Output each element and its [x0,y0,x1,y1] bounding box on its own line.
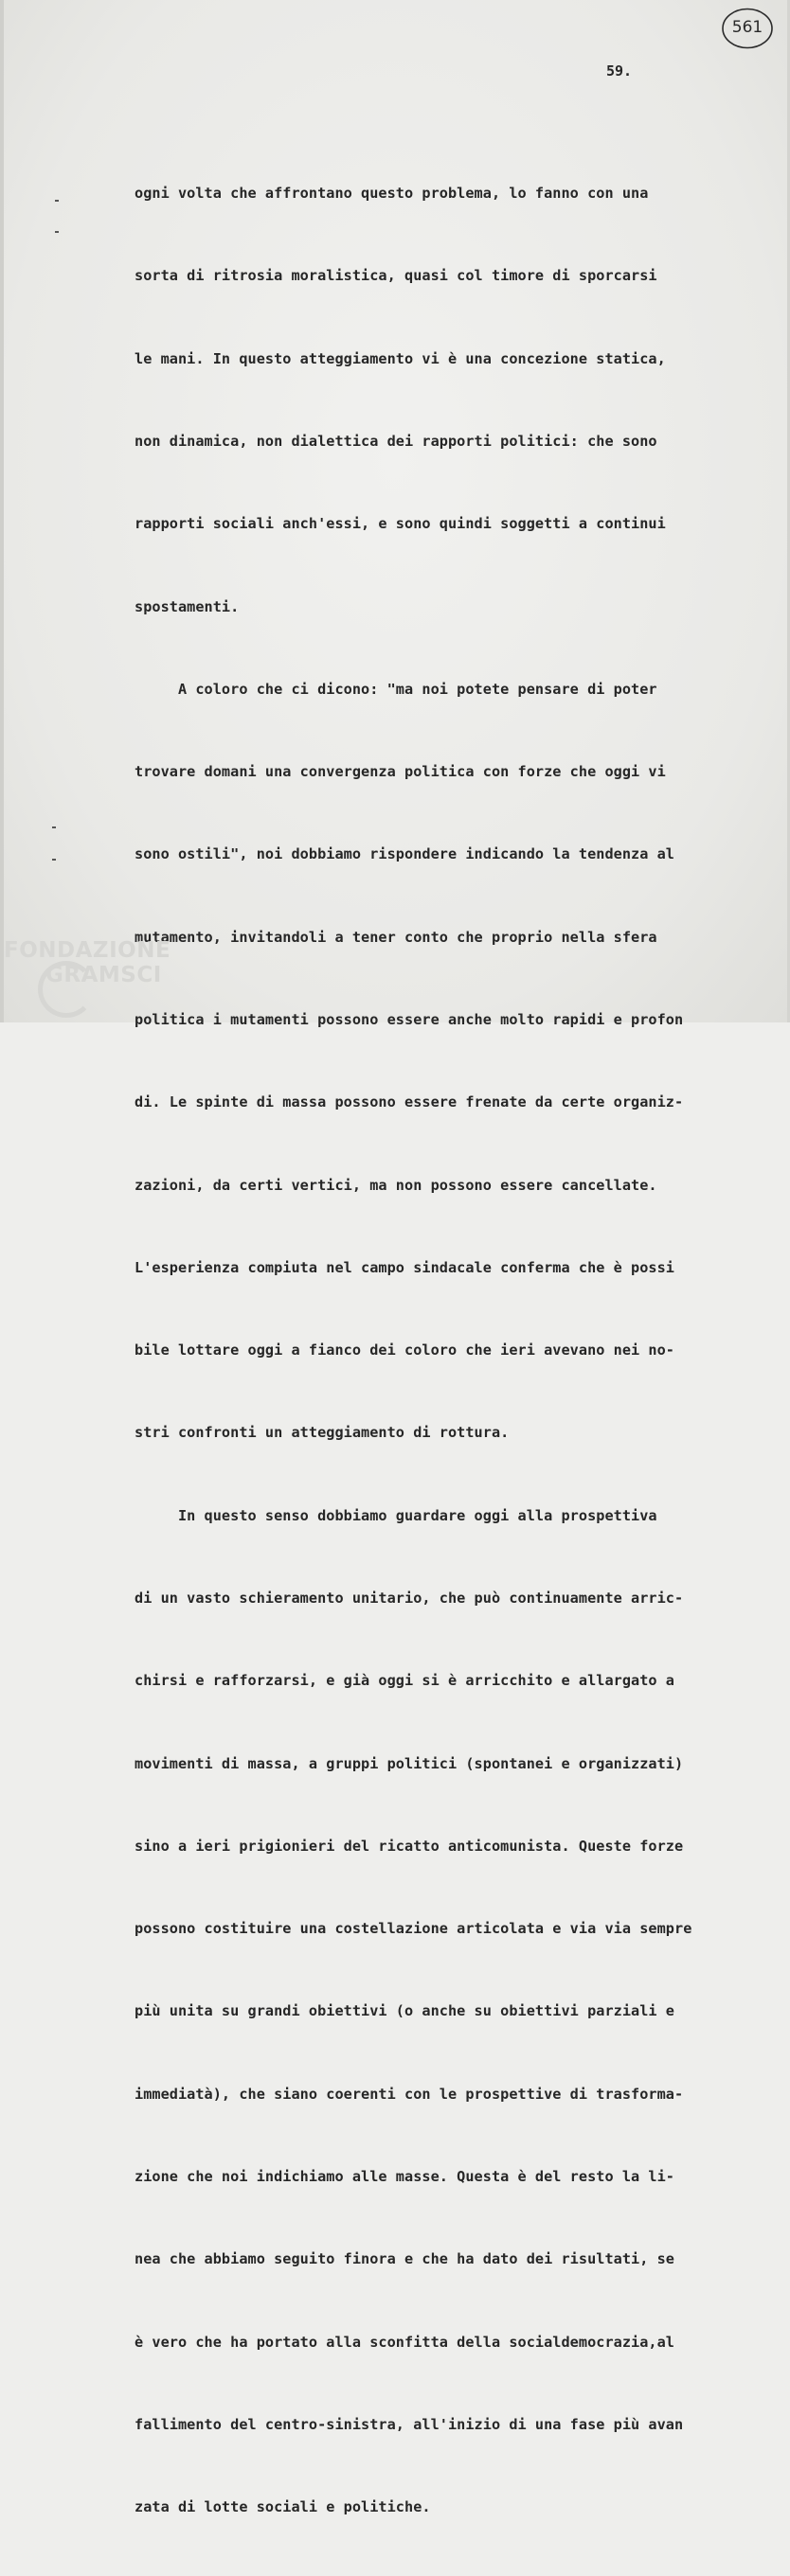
stamp-number: 561 [731,18,763,37]
text-line: stri confronti un atteggiamento di rottura. [135,1424,510,1442]
margin-mark [52,826,56,828]
text-line: zata di lotte sociali e politiche. [135,2498,431,2516]
text-line: mutamento, invitandoli a tener conto che proprio nella sfera [135,928,657,946]
page-number: 59. [606,62,633,80]
text-line: chirsi e rafforzarsi, e già oggi si è arricchito e allargato a [135,1672,675,1690]
text-line: nea che abbiamo seguito finora e che ha dato dei risultati, se [135,2250,675,2268]
text-line: bile lottare oggi a fianco dei coloro che ieri avevano nei no- [135,1341,675,1359]
body-text [135,125,741,2576]
text-line: sino a ieri prigionieri del ricatto anticomunista. Queste forze [135,1837,684,1855]
text-line: movimenti di massa, a gruppi politici (spontanei e organizzati) [135,1754,684,1772]
text-line: L'esperienza compiuta nel campo sindacale conferma che è possi [135,1258,675,1276]
text-line: A coloro che ci dicono: "ma noi potete pensare di poter [135,680,657,698]
margin-mark [52,859,56,861]
text-line: le mani. In questo atteggiamento vi è una concezione statica, [135,349,666,367]
text-line: politica i mutamenti possono essere anche molto rapidi e profon [135,1011,684,1028]
watermark-line-1: FONDAZIONE [4,938,171,963]
text-line: di. Le spinte di massa possono essere frenate da certe organiz- [135,1093,684,1111]
text-line: non dinamica, non dialettica dei rapporti politici: che sono [135,433,657,451]
text-line: zazioni, da certi vertici, ma non possono essere cancellate. [135,1176,657,1194]
text-line: trovare domani una convergenza politica con forze che oggi vi [135,763,666,781]
text-line: di un vasto schieramento unitario, che può continuamente arric- [135,1589,684,1607]
text-line: immediatà), che siano coerenti con le prospettive di trasforma- [135,2085,684,2103]
text-line: ogni volta che affrontano questo problema, lo fanno con una [135,185,649,203]
text-line: possono costituire una costellazione articolata e via via sempre [135,1920,692,1938]
text-line: più unita su grandi obiettivi (o anche su obiettivi parziali e [135,2002,675,2020]
text-line: spostamenti. [135,597,240,615]
margin-mark [55,231,59,233]
text-line: zione che noi indichiamo alle masse. Questa è del resto la li- [135,2167,675,2185]
text-line: sono ostili", noi dobbiamo rispondere indicando la tendenza al [135,845,675,863]
fondazione-gramsci-watermark [4,933,212,1020]
text-line: fallimento del centro-sinistra, all'inizio di una fase più avan [135,2415,684,2433]
page-edge-left [0,0,4,1022]
margin-mark [55,200,59,202]
text-line: rapporti sociali anch'essi, e sono quindi soggetti a continui [135,515,666,533]
text-line: sorta di ritrosia moralistica, quasi col timore di sporcarsi [135,267,657,285]
watermark-line-2: GRAMSCI [45,963,162,987]
text-line: In questo senso dobbiamo guardare oggi alla prospettiva [135,1506,657,1524]
archive-number-stamp [721,7,774,50]
text-line: è vero che ha portato alla sconfitta della socialdemocrazia,al [135,2333,675,2351]
